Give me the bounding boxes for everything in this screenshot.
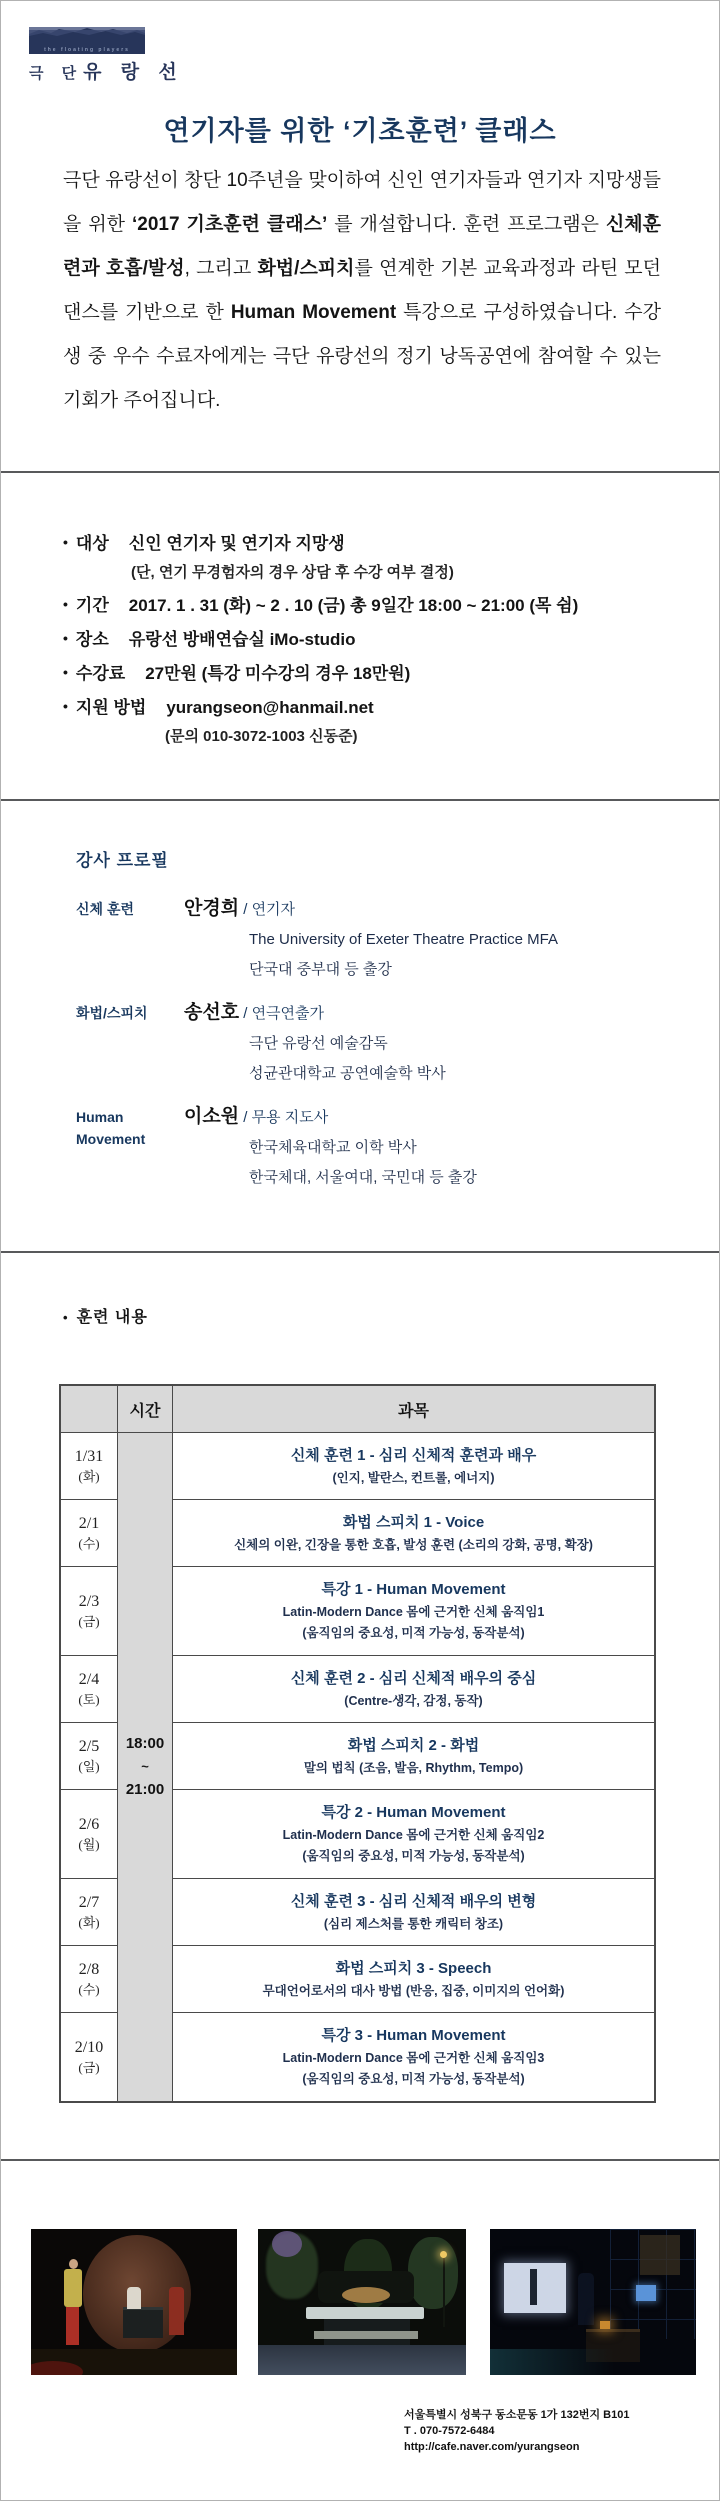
footer-phone: T . 070-7572-6484 (404, 2425, 495, 2437)
photo2-long-table (306, 2307, 424, 2319)
schedule-subject-cell (173, 1946, 656, 2013)
instructor-name: 이소원 (184, 1106, 240, 1127)
production-photo-1 (31, 2229, 237, 2375)
footer-url[interactable]: http://cafe.naver.com/yurangseon (404, 2441, 580, 2453)
subject-detail: 무대언어로서의 대사 방법 (반응, 집중, 이미지의 언어화) (262, 1983, 565, 1998)
info-label: 수강료 (75, 664, 126, 683)
intro-text-run: 를 연계한 기본 교육과정과 라틴 모던 댄스를 기반으로 한 (63, 258, 661, 323)
photo2-blossom (272, 2231, 302, 2257)
intro-text-run: , 그리고 (184, 258, 258, 279)
subject-detail: Latin-Modern Dance 몸에 근거한 신체 움직임1 (282, 1605, 545, 1619)
photo2-warm-light (342, 2287, 390, 2303)
subject-title: 화법 스피치 3 - Speech (335, 1959, 492, 1977)
schedule-header-date (60, 1385, 118, 1433)
info-value: 유랑선 방배연습실 iMo-studio (128, 630, 356, 649)
intro-text-run: Human Movement (230, 302, 397, 323)
logo (29, 27, 199, 84)
intro-text-run: 를 개설합니다. 훈련 프로그램은 (327, 214, 606, 235)
subject-detail: (움직임의 중요성, 미적 가능성, 동작분석) (302, 2072, 525, 2086)
instructor-detail: 단국대 중부대 등 출강 (249, 961, 392, 978)
intro-paragraph (63, 159, 661, 423)
schedule-subject-cell (173, 1433, 656, 1500)
photo3-floor-glow (490, 2349, 614, 2375)
intro-text-run: 화법/스피치 (257, 258, 355, 279)
instructor-detail: 극단 유랑선 예술감독 (249, 1035, 388, 1052)
instructor-content (184, 1102, 656, 1193)
schedule-subject-cell (173, 1500, 656, 1567)
schedule-header-subject: 과목 (173, 1385, 656, 1433)
photo1-seated-actor (169, 2287, 184, 2335)
photo2-tree (408, 2237, 458, 2309)
photo3-wall-panel (640, 2235, 680, 2275)
schedule-date-cell: 2/8 (수) (60, 1946, 118, 2013)
subject-title: 신체 훈련 2 - 심리 신체적 배우의 중심 (290, 1669, 537, 1687)
page-title: 연기자를 위한 ‘기초훈련’ 클래스 (163, 116, 557, 146)
schedule-heading (63, 1304, 148, 1327)
photo1-standing-actor (69, 2259, 78, 2269)
info-item-0 (63, 529, 663, 554)
info-value: 27만원 (특강 미수강의 경우 18만원) (145, 664, 411, 683)
subject-title: 신체 훈련 1 - 심리 신체적 훈련과 배우 (290, 1446, 537, 1464)
photo2-stage-floor (258, 2345, 466, 2375)
instructor-content (184, 998, 656, 1089)
footer-address: 서울특별시 성북구 동소문동 1가 132번지 B101 (404, 2409, 630, 2421)
subject-title: 화법 스피치 2 - 화법 (347, 1736, 480, 1754)
instructor-name-line: 안경희 / 연기자 (184, 898, 296, 919)
instructor-detail: 한국체대, 서울여대, 국민대 등 출강 (249, 1169, 477, 1186)
intro-text-run: 극단 유랑선이 창단 10주년을 맞이하여 신인 연기자들과 연기자 지망생들을 위한 (63, 170, 661, 235)
instructor-field: Human Movement (76, 1109, 146, 1147)
info-item-1 (63, 591, 663, 616)
instructor-field: 화법/스피치 (76, 1005, 148, 1021)
info-label: 지원 방법 (75, 698, 147, 717)
logo-korean-name (29, 57, 199, 84)
subject-title: 특강 3 - Human Movement (321, 2027, 506, 2044)
schedule-header-row (60, 1385, 655, 1433)
photo3-monitor (636, 2285, 656, 2301)
schedule-row (60, 1433, 655, 1500)
subject-detail: 신체의 이완, 긴장을 통한 호흡, 발성 훈련 (소리의 강화, 공명, 확장) (234, 1537, 593, 1552)
class-info-list (63, 529, 663, 755)
subject-detail: Latin-Modern Dance 몸에 근거한 신체 움직임2 (282, 1828, 545, 1842)
schedule-subject-cell (173, 1723, 656, 1790)
logo-english-text: the floating players (44, 47, 130, 53)
instructor-row (76, 894, 656, 985)
schedule-time-cell: 18:00 ~ 21:00 (118, 1433, 173, 2103)
section-divider (1, 799, 720, 801)
instructor-detail: 성균관대학교 공연예술학 박사 (249, 1065, 446, 1082)
instructor-name: 송선호 (184, 1002, 240, 1023)
subject-title: 특강 2 - Human Movement (321, 1804, 506, 1821)
subject-detail: 말의 법칙 (조음, 발음, Rhythm, Tempo) (303, 1760, 524, 1775)
schedule-date-cell: 2/1 (수) (60, 1500, 118, 1567)
subject-detail: (심리 제스처를 통한 캐릭터 창조) (323, 1916, 504, 1931)
bullet-icon: • (63, 664, 68, 680)
instructor-list (76, 894, 656, 1206)
subject-title: 화법 스피치 1 - Voice (342, 1513, 485, 1531)
info-value[interactable]: yurangseon@hanmail.net (166, 698, 374, 717)
instructor-profile-heading: 강사 프로필 (76, 851, 169, 870)
schedule-subject-cell (173, 1790, 656, 1879)
instructor-row (76, 1102, 656, 1193)
info-value: 2017. 1 . 31 (화) ~ 2 . 10 (금) 총 9일간 18:00 ~ 21:00 (목 쉼) (128, 596, 579, 615)
subject-detail: (Centre-생각, 감정, 동작) (344, 1693, 483, 1708)
photo1-standing-actor (64, 2269, 82, 2307)
info-item-3 (63, 659, 663, 684)
instructor-name-line: 송선호 / 연극연출가 (184, 1002, 325, 1023)
info-value: 신인 연기자 및 연기자 지망생 (128, 534, 345, 553)
subject-title: 특강 1 - Human Movement (321, 1581, 506, 1598)
intro-text-run: ‘2017 기초훈련 클래스’ (132, 214, 328, 235)
schedule-date-cell: 2/10 (금) (60, 2013, 118, 2103)
bullet-icon: • (63, 630, 68, 646)
production-photo-3 (490, 2229, 696, 2375)
subject-detail: (움직임의 중요성, 미적 가능성, 동작분석) (302, 1849, 525, 1863)
instructor-detail: The University of Exeter Theatre Practice MFA (249, 931, 559, 948)
bullet-icon: • (63, 534, 68, 550)
photo3-screen-figure (530, 2269, 537, 2305)
schedule-date-cell: 2/4 (토) (60, 1656, 118, 1723)
photo2-lamp-pole (443, 2257, 445, 2327)
schedule-date-cell: 2/5 (일) (60, 1723, 118, 1790)
subject-detail: Latin-Modern Dance 몸에 근거한 신체 움직임3 (282, 2051, 545, 2065)
photo1-table (123, 2307, 163, 2338)
production-photo-2 (258, 2229, 466, 2375)
info-subnote: (단, 연기 무경험자의 경우 상담 후 수강 여부 결정) (131, 564, 454, 581)
photo2-lamp-light (440, 2251, 447, 2258)
info-item-4 (63, 693, 663, 718)
photo3-actor-silhouette (578, 2273, 594, 2325)
info-label: 기간 (75, 596, 109, 615)
instructor-name: 안경희 (184, 898, 240, 919)
schedule-table (59, 1384, 656, 2103)
intro-text-run: 신체훈련과 호흡/발성 (63, 214, 661, 279)
schedule-date-cell: 2/6 (월) (60, 1790, 118, 1879)
schedule-subject-cell (173, 2013, 656, 2103)
photo-strip (1, 2229, 720, 2377)
instructor-content (184, 894, 656, 985)
photo1-standing-actor (66, 2307, 79, 2345)
bullet-icon: • (63, 1310, 69, 1325)
instructor-row (76, 998, 656, 1089)
photo2-bench (314, 2331, 418, 2339)
instructor-name-line: 이소원 / 무용 지도사 (184, 1106, 329, 1127)
footer-contact (404, 2407, 704, 2455)
info-item-2 (63, 625, 663, 650)
bullet-icon: • (63, 698, 68, 714)
subject-detail: (움직임의 중요성, 미적 가능성, 동작분석) (302, 1626, 525, 1640)
logo-name-part2: 유 랑 선 (83, 62, 184, 83)
schedule-subject-cell (173, 1879, 656, 1946)
schedule-header-time: 시간 (118, 1385, 173, 1433)
intro-text-run: 특강으로 구성하였습니다. 수강생 중 우수 수료자에게는 극단 유랑선의 정기 낭독공연에 참여할 수 있는 기회가 주어집니다. (63, 302, 662, 411)
schedule-subject-cell (173, 1656, 656, 1723)
photo1-seated-actor (127, 2287, 141, 2309)
schedule-date-cell: 1/31 (화) (60, 1433, 118, 1500)
logo-name-part1: 극 단 (29, 65, 84, 82)
section-divider (1, 2159, 720, 2161)
bullet-icon: • (63, 596, 68, 612)
subject-detail: (인지, 발란스, 컨트롤, 에너지) (332, 1470, 495, 1485)
info-subnote: (문의 010-3072-1003 신동준) (165, 728, 358, 745)
instructor-detail: 한국체육대학교 이학 박사 (249, 1139, 417, 1156)
schedule-date-cell: 2/3 (금) (60, 1567, 118, 1656)
schedule-date-cell: 2/7 (화) (60, 1879, 118, 1946)
instructor-field: 신체 훈련 (76, 901, 134, 917)
section-divider (1, 1251, 720, 1253)
info-label: 대상 (75, 534, 109, 553)
subject-title: 신체 훈련 3 - 심리 신체적 배우의 변형 (290, 1892, 537, 1910)
schedule-heading-label: 훈련 내용 (76, 1309, 148, 1326)
photo3-desk-lamp (600, 2321, 610, 2329)
info-label: 장소 (75, 630, 109, 649)
section-divider (1, 471, 720, 473)
logo-waves-banner (29, 27, 145, 54)
schedule-subject-cell (173, 1567, 656, 1656)
